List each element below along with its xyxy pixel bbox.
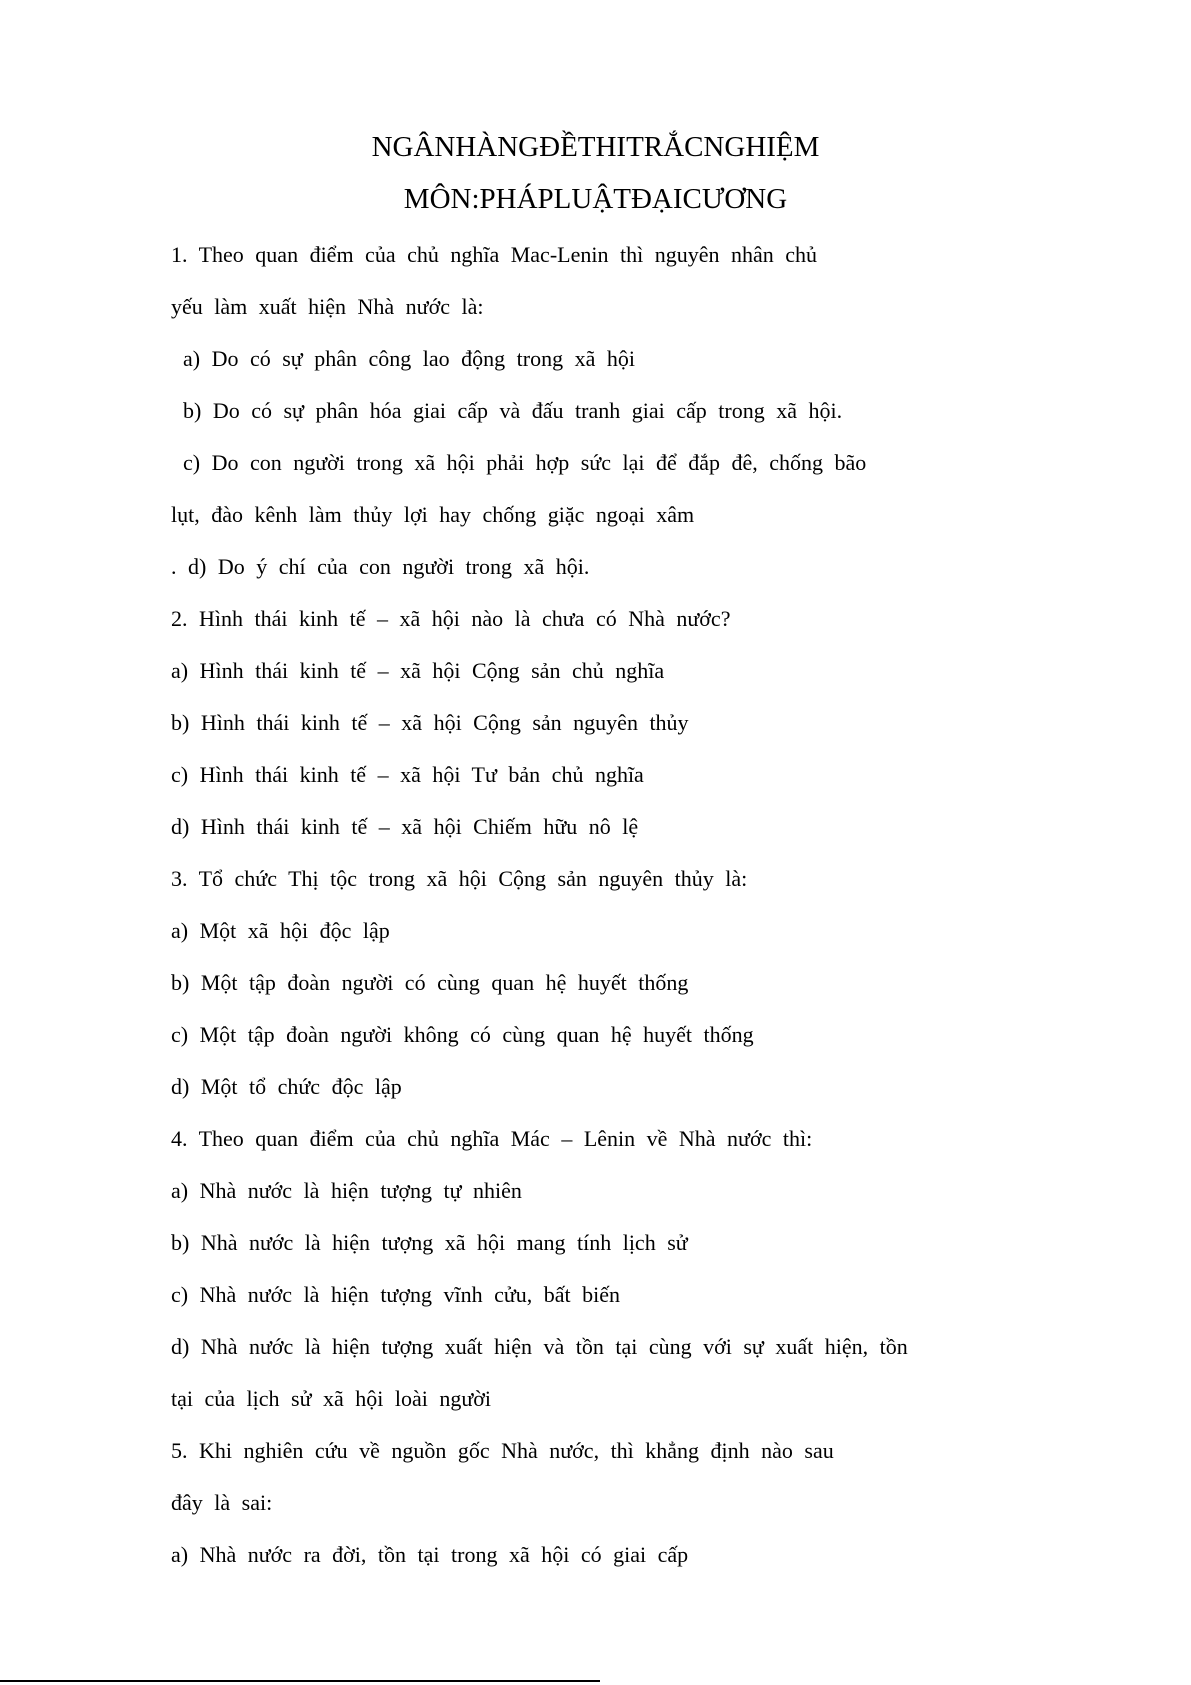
question-3-option-d: d) Một tổ chức độc lập [171,1074,402,1099]
question-5-option-a: a) Nhà nước ra đời, tồn tại trong xã hội có giai cấp [171,1542,689,1567]
question-1-option-b: b) Do có sự phân hóa giai cấp và đấu tranh giai cấp trong xã hội. [183,398,843,423]
question-4-option-b: b) Nhà nước là hiện tượng xã hội mang tính lịch sử [171,1230,688,1255]
question-4-option-a: a) Nhà nước là hiện tượng tự nhiên [171,1178,522,1203]
question-list [171,238,1011,1590]
question-1-option-c: c) Do con người trong xã hội phải hợp sức lại để đắp đê, chống bão [183,450,867,475]
question-2-option-c: c) Hình thái kinh tế – xã hội Tư bản chủ nghĩa [171,762,644,787]
question-3-option-a: a) Một xã hội độc lập [171,918,390,943]
question-5-stem-continued: đây là sai: [171,1490,273,1515]
question-2-stem: 2. Hình thái kinh tế – xã hội nào là chưa có Nhà nước? [171,606,731,631]
question-4-option-c: c) Nhà nước là hiện tượng vĩnh cửu, bất biến [171,1282,621,1307]
question-1-stem: 1. Theo quan điểm của chủ nghĩa Mac-Lenin thì nguyên nhân chủ [171,242,817,267]
question-2-option-d: d) Hình thái kinh tế – xã hội Chiếm hữu nô lệ [171,814,639,839]
question-3-option-b: b) Một tập đoàn người có cùng quan hệ huyết thống [171,970,689,995]
question-4-stem: 4. Theo quan điểm của chủ nghĩa Mác – Lênin về Nhà nước thì: [171,1126,813,1151]
question-1-stem-continued: yếu làm xuất hiện Nhà nước là: [171,294,484,319]
footer-divider [0,1680,600,1682]
question-4-option-d: d) Nhà nước là hiện tượng xuất hiện và tồn tại cùng với sự xuất hiện, tồn [171,1334,908,1359]
question-1-option-a: a) Do có sự phân công lao động trong xã hội [183,346,635,371]
question-2-option-a: a) Hình thái kinh tế – xã hội Cộng sản chủ nghĩa [171,658,665,683]
document-title: NGÂNHÀNGĐỀTHITRẮCNGHIỆM [371,131,820,163]
question-5-stem: 5. Khi nghiên cứu về nguồn gốc Nhà nước, thì khẳng định nào sau [171,1438,834,1463]
document-subtitle: MÔN:PHÁPLUẬTĐẠICƯƠNG [403,183,788,215]
question-2-option-b: b) Hình thái kinh tế – xã hội Cộng sản nguyên thủy [171,710,689,735]
question-1-option-d: . d) Do ý chí của con người trong xã hội. [171,554,590,579]
question-1-option-c-continued: lụt, đào kênh làm thủy lợi hay chống giặc ngoại xâm [171,502,695,527]
question-3-stem: 3. Tổ chức Thị tộc trong xã hội Cộng sản nguyên thủy là: [171,866,748,891]
question-4-option-d-continued: tại của lịch sử xã hội loài người [171,1386,492,1411]
question-3-option-c: c) Một tập đoàn người không có cùng quan hệ huyết thống [171,1022,754,1047]
